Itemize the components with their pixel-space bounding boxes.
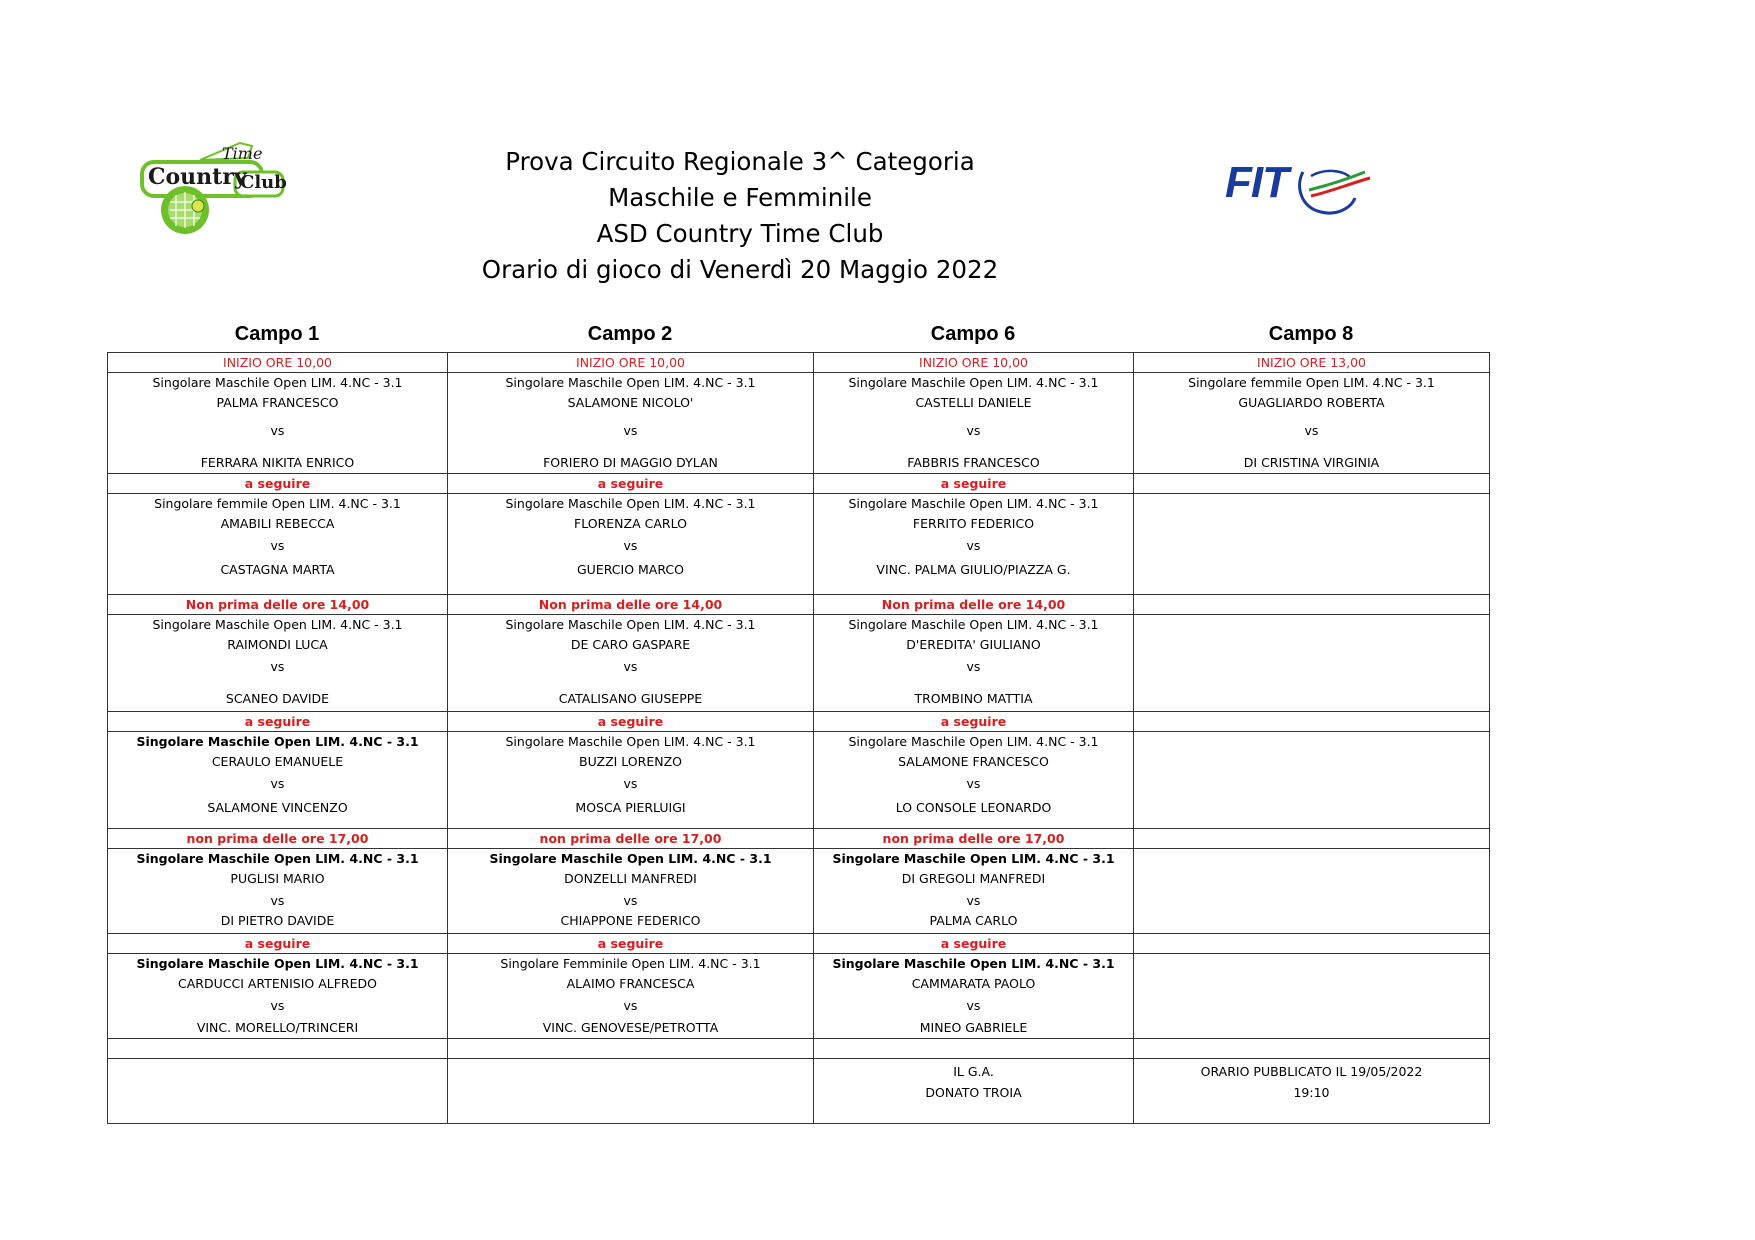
player-2: DI CRISTINA VIRGINIA xyxy=(1243,455,1380,470)
footer-cell xyxy=(1134,1059,1490,1124)
player-2: FORIERO DI MAGGIO DYLAN xyxy=(543,455,718,470)
match xyxy=(452,615,809,709)
official-name: DONATO TROIA xyxy=(925,1085,1022,1100)
time-note: a seguire xyxy=(940,476,1007,491)
match xyxy=(112,494,443,580)
time-note: a seguire xyxy=(940,936,1007,951)
title-line-3: ASD Country Time Club xyxy=(596,219,884,248)
match xyxy=(818,732,1129,818)
player-2: MOSCA PIERLUIGI xyxy=(575,800,686,815)
match-category: Singolare Maschile Open LIM. 4.NC - 3.1 xyxy=(136,734,419,749)
vs-label: vs xyxy=(623,538,638,553)
time-note: Non prima delle ore 14,00 xyxy=(881,597,1066,612)
player-1: AMABILI REBECCA xyxy=(220,516,335,531)
time-note: INIZIO ORE 10,00 xyxy=(576,355,685,370)
player-1: BUZZI LORENZO xyxy=(579,754,682,769)
vs-label: vs xyxy=(966,776,981,791)
match-cell xyxy=(108,954,448,1039)
time-cell xyxy=(108,595,448,615)
vs-label: vs xyxy=(966,423,981,438)
match-cell xyxy=(448,494,814,595)
vs-label: vs xyxy=(270,423,285,438)
match-cell xyxy=(814,954,1134,1039)
published-time: 19:10 xyxy=(1293,1085,1330,1100)
match-cell xyxy=(448,615,814,712)
player-1: FLORENZA CARLO xyxy=(574,516,687,531)
match xyxy=(112,954,443,1038)
player-2: TROMBINO MATTIA xyxy=(914,691,1033,706)
logo-text-time: Time xyxy=(222,144,263,163)
player-2: FABBRIS FRANCESCO xyxy=(907,455,1040,470)
vs-label: vs xyxy=(623,423,638,438)
match-cell xyxy=(108,373,448,474)
court-header-3: Campo 6 xyxy=(930,323,1016,345)
time-note: a seguire xyxy=(244,476,311,491)
logo-text-club: Club xyxy=(240,172,287,193)
vs-label: vs xyxy=(270,893,285,908)
vs-label: vs xyxy=(270,776,285,791)
match xyxy=(818,615,1129,709)
time-cell xyxy=(814,934,1134,954)
time-cell xyxy=(448,353,814,373)
match-cell xyxy=(1134,732,1490,829)
match-category: Singolare Maschile Open LIM. 4.NC - 3.1 xyxy=(848,617,1099,632)
time-note: a seguire xyxy=(940,714,1007,729)
time-cell xyxy=(108,934,448,954)
footer-cell xyxy=(108,1059,448,1124)
empty-cell xyxy=(448,1039,814,1059)
match-category: Singolare Maschile Open LIM. 4.NC - 3.1 xyxy=(505,496,756,511)
published-date: ORARIO PUBBLICATO IL 19/05/2022 xyxy=(1200,1064,1423,1079)
match-cell xyxy=(448,954,814,1039)
time-note: a seguire xyxy=(597,476,664,491)
player-2: CATALISANO GIUSEPPE xyxy=(558,691,703,706)
player-1: DI GREGOLI MANFREDI xyxy=(901,871,1046,886)
vs-label: vs xyxy=(623,776,638,791)
match-cell xyxy=(1134,373,1490,474)
title-line-4: Orario di gioco di Venerdì 20 Maggio 2022 xyxy=(481,255,999,284)
match-category: Singolare Femminile Open LIM. 4.NC - 3.1 xyxy=(500,956,761,971)
title-line-1: Prova Circuito Regionale 3^ Categoria xyxy=(505,147,975,176)
vs-label: vs xyxy=(966,998,981,1013)
time-note: non prima delle ore 17,00 xyxy=(539,831,722,846)
logo-text-country: Country xyxy=(148,164,247,190)
player-2: SALAMONE VINCENZO xyxy=(207,800,348,815)
time-note: Non prima delle ore 14,00 xyxy=(538,597,723,612)
player-1: SALAMONE FRANCESCO xyxy=(898,754,1049,769)
time-cell xyxy=(1134,712,1490,732)
player-2: VINC. MORELLO/TRINCERI xyxy=(196,1020,359,1035)
player-1: GUAGLIARDO ROBERTA xyxy=(1238,395,1385,410)
time-note: INIZIO ORE 10,00 xyxy=(919,355,1028,370)
vs-label: vs xyxy=(623,998,638,1013)
match-cell xyxy=(814,615,1134,712)
country-time-club-logo xyxy=(140,140,290,235)
match-cell xyxy=(108,732,448,829)
player-1: FERRITO FEDERICO xyxy=(912,516,1035,531)
vs-label: vs xyxy=(966,538,981,553)
match-cell xyxy=(814,732,1134,829)
match-cell xyxy=(1134,494,1490,595)
match-category: Singolare Maschile Open LIM. 4.NC - 3.1 xyxy=(489,851,772,866)
player-2: VINC. GENOVESE/PETROTTA xyxy=(542,1020,719,1035)
court-header-1: Campo 1 xyxy=(234,323,320,345)
time-cell xyxy=(108,712,448,732)
match xyxy=(818,494,1129,580)
match xyxy=(452,954,809,1038)
time-note: a seguire xyxy=(244,714,311,729)
match xyxy=(818,849,1129,931)
time-cell xyxy=(1134,934,1490,954)
player-1: DE CARO GASPARE xyxy=(570,637,691,652)
match xyxy=(818,954,1129,1038)
time-cell xyxy=(1134,353,1490,373)
player-2: VINC. PALMA GIULIO/PIAZZA G. xyxy=(876,562,1071,577)
match-cell xyxy=(108,615,448,712)
time-cell xyxy=(448,474,814,494)
time-cell xyxy=(108,829,448,849)
match-category: Singolare Maschile Open LIM. 4.NC - 3.1 xyxy=(848,375,1099,390)
court-header-2: Campo 2 xyxy=(587,323,673,345)
time-cell xyxy=(448,829,814,849)
time-note: Non prima delle ore 14,00 xyxy=(185,597,370,612)
match-category: Singolare femmile Open LIM. 4.NC - 3.1 xyxy=(1188,375,1435,390)
player-1: CERAULO EMANUELE xyxy=(211,754,344,769)
match-cell xyxy=(814,849,1134,934)
schedule-table xyxy=(107,352,1490,1124)
player-2: CASTAGNA MARTA xyxy=(220,562,335,577)
match-category: Singolare Maschile Open LIM. 4.NC - 3.1 xyxy=(848,496,1099,511)
player-2: GUERCIO MARCO xyxy=(577,562,684,577)
time-cell xyxy=(814,595,1134,615)
time-note: a seguire xyxy=(597,714,664,729)
match-cell xyxy=(448,849,814,934)
match xyxy=(112,615,443,709)
empty-cell xyxy=(108,1039,448,1059)
match xyxy=(112,849,443,931)
footer-cell xyxy=(814,1059,1134,1124)
match-cell xyxy=(108,849,448,934)
match xyxy=(112,373,443,473)
match-cell xyxy=(814,373,1134,474)
time-cell xyxy=(1134,595,1490,615)
match-category: Singolare Maschile Open LIM. 4.NC - 3.1 xyxy=(832,851,1115,866)
player-1: RAIMONDI LUCA xyxy=(227,637,328,652)
match xyxy=(452,494,809,580)
title-line-2: Maschile e Femminile xyxy=(608,183,872,212)
match-category: Singolare Maschile Open LIM. 4.NC - 3.1 xyxy=(848,734,1099,749)
time-note: INIZIO ORE 13,00 xyxy=(1257,355,1366,370)
match-category: Singolare Maschile Open LIM. 4.NC - 3.1 xyxy=(505,617,756,632)
court-header-4: Campo 8 xyxy=(1268,323,1354,345)
player-1: CAMMARATA PAOLO xyxy=(911,976,1036,991)
player-1: D'EREDITA' GIULIANO xyxy=(906,637,1041,652)
player-1: SALAMONE NICOLO' xyxy=(567,395,694,410)
time-note: non prima delle ore 17,00 xyxy=(186,831,369,846)
match xyxy=(452,732,809,818)
match xyxy=(112,732,443,818)
time-note: a seguire xyxy=(244,936,311,951)
player-2: PALMA CARLO xyxy=(929,913,1018,928)
match-cell xyxy=(1134,849,1490,934)
time-cell xyxy=(108,353,448,373)
vs-label: vs xyxy=(623,893,638,908)
time-note: non prima delle ore 17,00 xyxy=(882,831,1065,846)
player-2: SCANEO DAVIDE xyxy=(225,691,330,706)
time-cell xyxy=(814,353,1134,373)
official-title: IL G.A. xyxy=(953,1064,994,1079)
player-2: MINEO GABRIELE xyxy=(919,1020,1028,1035)
vs-label: vs xyxy=(966,659,981,674)
vs-label: vs xyxy=(270,659,285,674)
player-2: LO CONSOLE LEONARDO xyxy=(895,800,1052,815)
player-2: FERRARA NIKITA ENRICO xyxy=(200,455,355,470)
player-2: DI PIETRO DAVIDE xyxy=(220,913,335,928)
match-cell xyxy=(814,494,1134,595)
match xyxy=(1138,373,1485,473)
vs-label: vs xyxy=(270,998,285,1013)
match xyxy=(818,373,1129,473)
vs-label: vs xyxy=(270,538,285,553)
match-category: Singolare Maschile Open LIM. 4.NC - 3.1 xyxy=(832,956,1115,971)
match-category: Singolare Maschile Open LIM. 4.NC - 3.1 xyxy=(152,617,403,632)
match-cell xyxy=(448,732,814,829)
time-cell xyxy=(1134,474,1490,494)
match-category: Singolare Maschile Open LIM. 4.NC - 3.1 xyxy=(505,375,756,390)
match-category: Singolare femmile Open LIM. 4.NC - 3.1 xyxy=(154,496,401,511)
time-cell xyxy=(814,829,1134,849)
match-cell xyxy=(1134,954,1490,1039)
player-1: CARDUCCI ARTENISIO ALFREDO xyxy=(178,976,377,991)
time-cell xyxy=(448,712,814,732)
empty-cell xyxy=(1134,1039,1490,1059)
player-1: PALMA FRANCESCO xyxy=(216,395,339,410)
match xyxy=(452,849,809,931)
footer-cell xyxy=(448,1059,814,1124)
document-title xyxy=(440,144,1040,288)
match-category: Singolare Maschile Open LIM. 4.NC - 3.1 xyxy=(136,851,419,866)
match-category: Singolare Maschile Open LIM. 4.NC - 3.1 xyxy=(505,734,756,749)
player-1: ALAIMO FRANCESCA xyxy=(566,976,695,991)
player-1: DONZELLI MANFREDI xyxy=(564,871,697,886)
vs-label: vs xyxy=(623,659,638,674)
time-cell xyxy=(814,474,1134,494)
match-cell xyxy=(448,373,814,474)
vs-label: vs xyxy=(1304,423,1319,438)
match xyxy=(452,373,809,473)
time-note: INIZIO ORE 10,00 xyxy=(223,355,332,370)
match-category: Singolare Maschile Open LIM. 4.NC - 3.1 xyxy=(152,375,403,390)
time-cell xyxy=(814,712,1134,732)
time-cell xyxy=(448,595,814,615)
match-cell xyxy=(108,494,448,595)
player-1: PUGLISI MARIO xyxy=(230,871,325,886)
fit-logo-text: FIT xyxy=(1225,158,1288,207)
time-note: a seguire xyxy=(597,936,664,951)
match-category: Singolare Maschile Open LIM. 4.NC - 3.1 xyxy=(136,956,419,971)
time-cell xyxy=(108,474,448,494)
player-1: CASTELLI DANIELE xyxy=(915,395,1032,410)
vs-label: vs xyxy=(966,893,981,908)
match-cell xyxy=(1134,615,1490,712)
fit-logo xyxy=(1225,158,1375,224)
time-cell xyxy=(448,934,814,954)
time-cell xyxy=(1134,829,1490,849)
player-2: CHIAPPONE FEDERICO xyxy=(560,913,701,928)
empty-cell xyxy=(814,1039,1134,1059)
